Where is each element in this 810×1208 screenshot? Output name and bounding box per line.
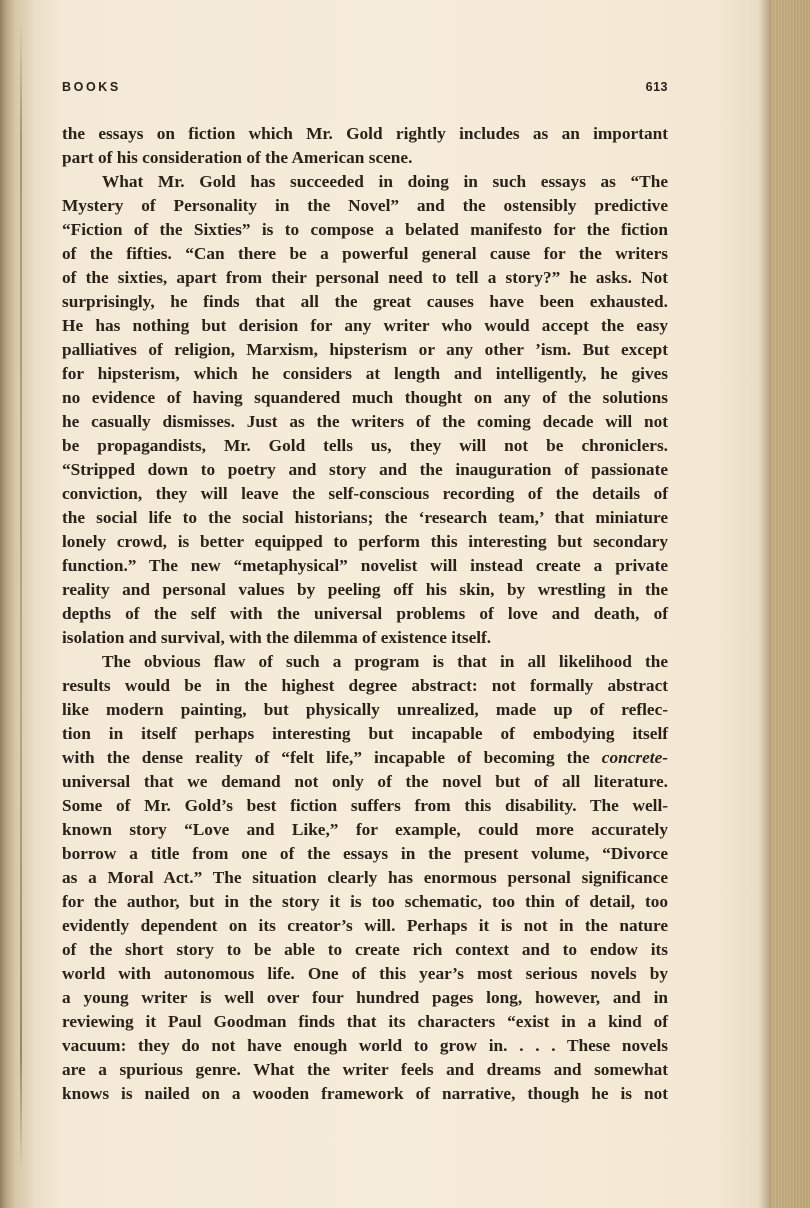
text-line: depths of the self with the universal problems of love and death, of	[62, 604, 668, 623]
text-line: borrow a title from one of the essays in the present volume, “Divorce	[62, 844, 668, 863]
text-line: conviction, they will leave the self-conscious recording of the details of	[62, 484, 668, 503]
text-line: palliatives of religion, Marxism, hipsterism or any other ’ism. But except	[62, 340, 668, 359]
page-edge-stack	[770, 0, 810, 1208]
text-line: evidently dependent on its creator’s will. Perhaps it is not in the nature	[62, 916, 668, 935]
text-line: “Fiction of the Sixties” is to compose a belated manifesto for the fiction	[62, 220, 668, 239]
text-line: reality and personal values by peeling off his skin, by wrestling in the	[62, 580, 668, 599]
text-line: of the short story to be able to create rich context and to endow its	[62, 940, 668, 959]
text-line: known story “Love and Like,” for example, could more accurately	[62, 820, 668, 839]
text-line: lonely crowd, is better equipped to perform this interesting but secondary	[62, 532, 668, 551]
text-line: he casually dismisses. Just as the writers of the coming decade will not	[62, 412, 668, 431]
text-line: the social life to the social historians; the ‘research team,’ that miniature	[62, 508, 668, 527]
running-head-section: BOOKS	[62, 80, 121, 94]
text-line: for hipsterism, which he considers at length and intelligently, he gives	[62, 364, 668, 383]
text-line: He has nothing but derision for any writer who would accept the easy	[62, 316, 668, 335]
text-line: a young writer is well over four hundred pages long, however, and in	[62, 988, 668, 1007]
text-line: surprisingly, he finds that all the great causes have been exhausted.	[62, 292, 668, 311]
text-line: of the sixties, apart from their personal need to tell a story?” he asks. Not	[62, 268, 668, 287]
text-line: the essays on fiction which Mr. Gold rightly includes as an important	[62, 124, 668, 143]
text-line: knows is nailed on a wooden framework of narrative, though he is not	[62, 1084, 668, 1103]
text-line: for the author, but in the story it is too schematic, too thin of detail, too	[62, 892, 668, 911]
page-number: 613	[645, 80, 668, 94]
text-line: The obvious flaw of such a program is that in all likelihood the	[102, 652, 668, 671]
paragraph	[62, 170, 668, 650]
text-line: no evidence of having squandered much thought on any of the solutions	[62, 388, 668, 407]
text-line: like modern painting, but physically unrealized, made up of reflec-	[62, 700, 668, 719]
text-line: Some of Mr. Gold’s best fiction suffers from this disability. The well-	[62, 796, 668, 815]
text-line: “Stripped down to poetry and story and the inauguration of passionate	[62, 460, 668, 479]
text-line: part of his consideration of the American scene.	[62, 148, 413, 167]
binding-crease	[20, 20, 22, 1170]
text-line: tion in itself perhaps interesting but incapable of embodying itself	[62, 724, 668, 743]
text-line: isolation and survival, with the dilemma of existence itself.	[62, 628, 492, 647]
text-line: of the fifties. “Can there be a powerful general cause for the writers	[62, 244, 668, 263]
text-line: vacuum: they do not have enough world to grow in. . . . These novels	[62, 1036, 668, 1055]
text-line: as a Moral Act.” The situation clearly has enormous personal significance	[62, 868, 668, 887]
paragraph	[62, 650, 668, 1106]
text-line: results would be in the highest degree abstract: not formally abstract	[62, 676, 668, 695]
text-line: world with autonomous life. One of this year’s most serious novels by	[62, 964, 668, 983]
text-line: are a spurious genre. What the writer feels and dreams and somewhat	[62, 1060, 668, 1079]
paragraph	[62, 122, 668, 170]
text-line: with the dense reality of “felt life,” incapable of becoming the concrete-	[62, 748, 668, 767]
text-line: Mystery of Personality in the Novel” and the ostensibly predictive	[62, 196, 668, 215]
text-line: What Mr. Gold has succeeded in doing in such essays as “The	[102, 172, 668, 191]
body-text	[62, 122, 668, 1106]
running-header	[62, 80, 668, 100]
text-line: universal that we demand not only of the novel but of all literature.	[62, 772, 668, 791]
text-line: be propagandists, Mr. Gold tells us, they will not be chroniclers.	[62, 436, 668, 455]
text-line: reviewing it Paul Goodman finds that its characters “exist in a kind of	[62, 1012, 668, 1031]
text-line: function.” The new “metaphysical” novelist will instead create a private	[62, 556, 668, 575]
binding-gutter	[0, 0, 34, 1208]
